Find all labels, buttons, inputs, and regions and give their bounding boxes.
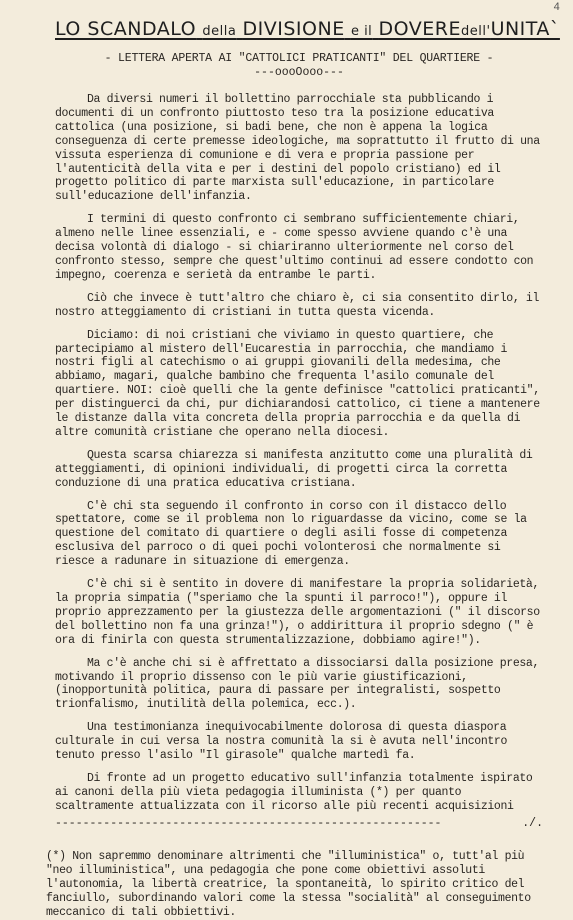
title-word: UNITA` <box>490 18 560 40</box>
title-word: DOVERE <box>378 18 461 40</box>
title-word: dell' <box>461 24 491 39</box>
body-paragraph: C'è chi sta seguendo il confronto in corso con il distacco dello spettatore, come se il problema non lo riguardasse da vicino, come se la questione del comitato di quartiere o degli asili fosse di competenza esclusiva del parroco o di quei pochi volonterosi che normalmente si riesce a radunare in situazione di emergenza. <box>55 499 527 569</box>
section-divider: ---oooOooo--- <box>254 66 344 79</box>
body-paragraph: Ma c'è anche chi si è affrettato a dissociarsi dalla posizione presa, motivando il proprio dissenso con le più varie giustificazioni, (inopportunità politica, paura di passare per integralisti, sospetto trionfalismo, inutilità della polemica, ecc.). <box>55 656 540 712</box>
subtitle: - LETTERA APERTA AI "CATTOLICI PRATICANTI" DEL QUARTIERE - <box>104 52 494 65</box>
continuation-line <box>55 817 543 830</box>
body-paragraph: Da diversi numeri il bollettino parrocchiale sta pubblicando i documenti di un confronto piuttosto teso tra la posizione educativa cattolica (una posizione, si badi bene, che non è appena la logica conseguenza di certe premesse ideologiche, ma soprattutto il frutto di una vissuta esperienza di comunione e di vera e propria passione per l'autenticità della vita e per i destini del popolo cristiano) ed il progetto politico di parte marxista sull'educazione, in particolare sull'educazione dell'infanzia. <box>55 93 540 204</box>
continuation-mark: ./. <box>522 816 543 830</box>
title-word: e il <box>350 24 373 39</box>
body-paragraph: Diciamo: di noi cristiani che viviamo in questo quartiere, che partecipiamo al mistero dell'Eucarestia in parrocchia, che mandiamo i nostri figli al catechismo o ai gruppi giovanili della medesima, che abbiamo, magari, qualche bambino che frequenta l'asilo comunale del quartiere. NOI: cioè quelli che la gente definisce "cattolici praticanti", per distinguerci da chi, pur dichiarandosi cattolico, ci tiene a mantenere le distanze dalla vita concreta della propria parrocchia e da quella di altre comunità cristiane che operano nella diocesi. <box>55 328 540 439</box>
body-paragraph: C'è chi si è sentito in dovere di manifestare la propria solidarietà, la propria simpatia ("speriamo che la spunti il parroco!"), oppure il proprio apprezzamento per la giustezza delle argomentazioni (" il discorso del bollettino non fa una grinza!"), o addirittura il proprio sdegno (" è ora di finirla con questa strumentalizzazione, dobbiamo agire!"). <box>55 578 540 647</box>
body-paragraph: Una testimonianza inequivocabilmente dolorosa di questa diaspora culturale in cui versa la nostra comunità la si è avuta nell'incontro tenuto presso l'asilo "Il girasole" qualche martedì fa. <box>55 721 508 763</box>
page-title <box>55 18 560 40</box>
dash-separator: -------------------------------------------------------- <box>55 816 442 830</box>
title-word: della <box>202 24 237 39</box>
title-word: DIVISIONE <box>242 18 345 40</box>
body-paragraph: Di fronte ad un progetto educativo sull'infanzia totalmente ispirato ai canoni della più vieta pedagogia illuminista (*) per quanto scaltramente attualizzata con il ricorso alle più recenti acquisizioni <box>55 771 533 813</box>
body-paragraph: Questa scarsa chiarezza si manifesta anzitutto come una pluralità di atteggiamenti, di opinioni individuali, di progetti circa la corretta conduzione di una pratica educativa cristiana. <box>55 448 533 490</box>
body-paragraph: Ciò che invece è tutt'altro che chiaro è, ci sia consentito dirlo, il nostro atteggiamento di cristiani in tutta questa vicenda. <box>55 291 540 319</box>
page-number: 4 <box>553 2 560 14</box>
title-word: LO SCANDALO <box>55 18 197 40</box>
footnote: (*) Non sapremmo denominare altrimenti che "illuministica" o, tutt'al più "neo illuministica", una pedagogia che pone come obiettivi assoluti l'autonomia, la libertà creatrice, la spontaneità, lo spirito critico del fanciullo, subordinando valori come la stessa "socialità" al conseguimento meccanico di tali obbiettivi. <box>46 849 531 919</box>
body-paragraph: I termini di questo confronto ci sembrano sufficientemente chiari, almeno nelle linee essenziali, e - come spesso avviene quando c'è una decisa volontà di dialogo - si chiariranno ulteriormente nel corso del confronto stesso, sempre che quest'ultimo continui ad essere condotto con impegno, coerenza e serietà da entrambe le parti. <box>55 213 534 282</box>
